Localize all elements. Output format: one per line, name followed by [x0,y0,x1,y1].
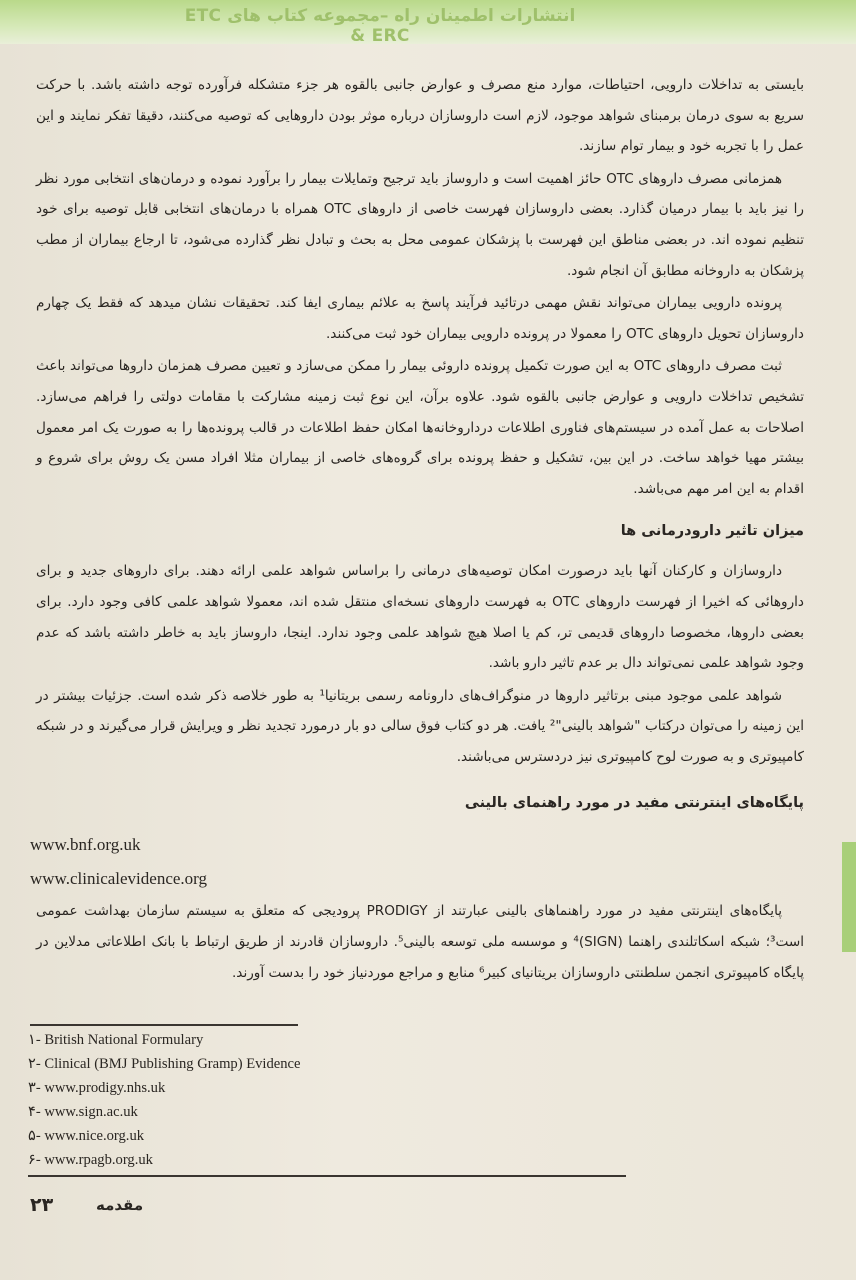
footnote: ۲- Clinical (BMJ Publishing Gramp) Evidence [28,1056,301,1072]
header-band [0,0,856,44]
footnote: ۳- www.prodigy.nhs.uk [28,1080,166,1096]
url-link[interactable]: www.bnf.org.uk [30,835,141,855]
footnote: ۵- www.nice.org.uk [28,1128,145,1144]
page-body [30,70,804,990]
section-heading: میزان تاثیر دارودرمانی ها [620,523,804,540]
footnote: ۶- www.rpagb.org.uk [28,1152,153,1168]
footnote: ۱- British National Formulary [28,1032,204,1048]
paragraph: پرونده دارویی بیماران می‌تواند نقش مهمی درتائید فرآیند پاسخ به علائم بیماری ایفا کند. تحقیقات نشان میدهد که فقط یک چهارم داروسازان تحویل داروهای OTC را معمولا در پرونده دارویی بیماران خود ثبت می‌کنند. [36,295,804,342]
footnote: ۴- www.sign.ac.uk [28,1104,138,1120]
footer-divider [28,1175,626,1177]
paragraph: همزمانی مصرف داروهای OTC حائز اهمیت است و داروساز باید ترجیح وتمایلات بیمار را برآورد نموده و درمان‌های انتخابی مورد نظر را نیز باید با بیمار درمیان گذارد. بعضی داروسازان فهرست خاصی از داروهای OTC همراه با درمان‌های انتخابی قابل توصیه برای خود تنظیم نموده اند. در بعضی مناطق این فهرست با پزشکان عمومی محل به بحث و تبادل نظر گذارده می‌شود، تا ارجاع بیماران از مطب پزشکان به داروخانه مطابق آن انجام شود. [36,170,804,279]
paragraph: ثبت مصرف داروهای OTC به این صورت تکمیل پرونده داروئی بیمار را ممکن می‌سازد و تعیین مصرف همزمان داروها می‌تواند باعث تشخیص تداخلات دارویی و عوارض جانبی بالقوه شود. علاوه برآن، این نوع ثبت زمینه مشارکت با مقامات دولتی را فراهم می‌سازد. اصلاحات به عمل آمده در سیستم‌های فناوری اطلاعات درداروخانه‌ها امکان حفظ اطلاعات در قالب پرونده‌ها را به صورت یک امر معمول بیشتر مهیا خواهد ساخت. در این بین، تشکیل و حفظ پرونده برای گروه‌های خاصی از بیماران مثلا افراد مسن یک روش برای شروع و اقدام به این امر مهم می‌باشد. [36,358,804,497]
paragraph: بایستی به تداخلات دارویی، احتیاطات، موارد منع مصرف و عوارض جانبی بالقوه هر جزء متشکله فرآورده توجه داشته باشد. با حرکت سریع به سوی درمان برمبنای شواهد موجود، لازم است داروسازان درباره موثر بودن داروهایی که توصیه می‌کنند، دقیقا تفکر نمایند و این عمل را با تجربه خود و بیمار توام سازند. [36,77,804,155]
chapter-name: مقدمه [96,1196,144,1214]
footnote-divider [30,1024,298,1026]
paragraph: شواهد علمی موجود مبنی برتاثیر داروها در منوگراف‌های دارونامه رسمی بریتانیا¹ به طور خلاصه ذکر شده است. جزئیات بیشتر در این زمینه را می‌توان درکتاب "شواهد بالینی"² یافت. هر دو کتاب فوق سالی دو بار درمورد تجدید نظر و ویرایش قرار می‌گیرند و در شبکه کامپیوتری و به صورت لوح کامپیوتری نیز دردسترس می‌باشند. [36,687,804,765]
url-list [30,828,804,896]
url-link[interactable]: www.clinicalevidence.org [30,869,208,889]
running-header: انتشارات اطمینان راه –مجموعه کتاب های ETC & ERC [184,6,576,46]
chapter-tab [842,842,856,952]
footnotes [28,1028,301,1172]
section-heading: پایگاه‌های اینترنتی مفید در مورد راهنمای بالینی [464,795,804,812]
paragraph: پایگاه‌های اینترنتی مفید در مورد راهنماهای بالینی عبارتند از PRODIGY پرودیجی که متعلق به سیستم سازمان بهداشت عمومی است³؛ شبکه اسکاتلندی راهنما (SIGN)⁴ و موسسه ملی توسعه بالینی⁵. داروسازان قادرند از طریق ارتباط با بانک اطلاعاتی مدلاین در پایگاه کامپیوتری انجمن سلطنتی داروسازان بریتانیای کبیر⁶ منابع و مراجع موردنیاز خود را بدست آورند. [36,903,804,981]
page-number: ۲۳ [30,1194,54,1216]
paragraph: داروسازان و کارکنان آنها باید درصورت امکان توصیه‌های درمانی را براساس شواهد علمی ارائه دهند. برای داروهای جدید و برای داروهائی که اخیرا از فهرست داروهای OTC به فهرست داروهای نسخه‌ای منتقل شده اند، معمولا شواهد علمی کافی وجود دارد. برای بعضی داروها، مخصوصا داروهای قدیمی تر، کم یا اصلا هیچ شواهد علمی وجود ندارد. اینجا، داروساز باید به خاطر داشته باشد که عدم وجود شواهد علمی نمی‌تواند دال بر عدم تاثیر دارو باشد. [36,563,804,672]
